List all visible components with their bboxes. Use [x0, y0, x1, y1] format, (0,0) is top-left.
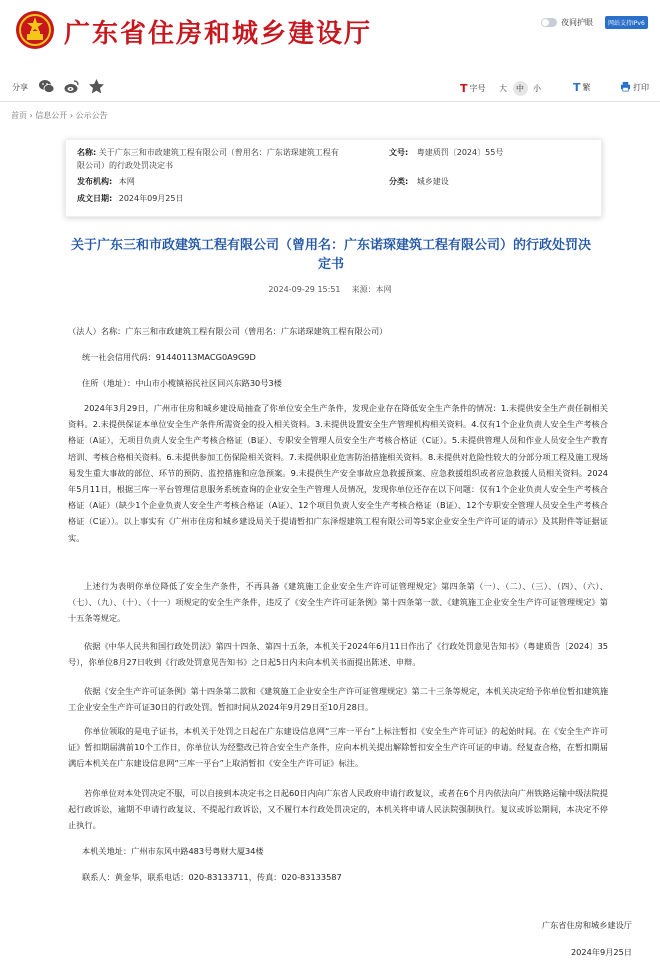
meta-category: [389, 175, 449, 188]
font-size-control: [460, 81, 545, 96]
document-title-line1: 关于广东三和市政建筑工程有限公司（曾用名：广东诺琛建筑工程有限公司）的行政处罚决: [70, 238, 591, 253]
font-size-large-button[interactable]: 大: [499, 84, 508, 93]
breadcrumb-separator: ›: [69, 111, 74, 120]
wechat-icon[interactable]: [38, 78, 55, 95]
font-size-small-button[interactable]: 小: [533, 84, 542, 93]
printer-icon: [620, 81, 631, 94]
body-paragraph: 若你单位对本处罚决定不服，可以自接到本决定书之日起60日内向广东省人民政府申请行政复议，或者在6个月内依法向广州铁路运输中级法院提起行政诉讼，逾期不申请行政复议、不提起行政诉讼，又不履行本行政处罚决定的，本机关将申请人民法院强制执行。复议或诉讼期间，本决定不停止执行。: [68, 788, 608, 831]
site-title[interactable]: 广东省住房和城乡建设厅: [64, 19, 373, 49]
meta-publisher-value: 本网: [118, 177, 135, 186]
font-size-label: 字号: [469, 84, 486, 93]
document-title: [64, 236, 598, 274]
document-title-line2: 定书: [317, 257, 344, 272]
traditional-icon: T: [573, 81, 581, 94]
publish-datetime: 2024-09-29 15:51: [268, 285, 341, 294]
share-icons: [38, 78, 105, 95]
contact-line: 联系人：黄金华，联系电话：020-83133711，传真：020-83133587: [82, 872, 342, 882]
national-emblem-icon[interactable]: [15, 10, 55, 50]
signature-org: 广东省住房和城乡建设厅: [541, 920, 632, 930]
divider: [0, 101, 660, 102]
meta-category-value: 城乡建设: [416, 177, 449, 186]
body-paragraph: 依据《安全生产许可证条例》第十四条第二款和《建筑施工企业安全生产许可证管理规定》第二十三条等规定，本机关决定给予你单位暂扣建筑施工企业安全生产许可证30日的行政处罚。暂扣时间从2024年9月29日至10月28日。: [68, 686, 609, 713]
toolbar: [0, 72, 660, 100]
print-label: 打印: [633, 83, 649, 92]
document-metadata-card: [65, 139, 602, 217]
breadcrumb-announcements[interactable]: 公示公告: [75, 111, 108, 120]
traditional-chinese-button[interactable]: [573, 81, 591, 94]
office-address-line: 本机关地址：广州市东风中路483号粤财大厦34楼: [82, 846, 264, 856]
breadcrumb-info-disclosure[interactable]: 信息公开: [35, 111, 68, 120]
traditional-label: 繁: [582, 83, 591, 92]
body-paragraph: 你单位领取的是电子证书，本机关于处罚之日起在广东建设信息网“三库一平台”上标注暂扣《安全生产许可证》的起始时间。在《安全生产许可证》暂扣期届满前10个工作日，你单位认为经整改已符合安全生产条件，应向本机关提出解除暂扣安全生产许可证的申请。经复查合格，在暂扣期届满后本机关在广东建设信息网“三库一平台”上取消暂扣《安全生产许可证》标注。: [68, 726, 608, 769]
legal-person-line: （法人）名称：广东三和市政建筑工程有限公司（曾用名：广东诺琛建筑工程有限公司）: [68, 326, 388, 336]
font-size-medium-button[interactable]: 中: [513, 81, 528, 96]
address-line: 住所（地址）：中山市小榄镇裕民社区同兴东路30号3楼: [82, 378, 282, 388]
meta-date-label: 成文日期:: [77, 194, 113, 203]
qzone-icon[interactable]: [88, 78, 105, 95]
meta-date-value: 2024年09月25日: [118, 194, 184, 203]
night-mode-toggle[interactable]: [541, 17, 593, 28]
meta-publisher-label: 发布机构:: [77, 177, 113, 186]
meta-docno: [389, 146, 503, 159]
meta-docno-label: 文号:: [389, 148, 409, 157]
publish-source: 来源：本网: [351, 285, 392, 294]
ipv6-badge: 网站支持IPv6: [605, 16, 648, 29]
body-paragraph: 上述行为表明你单位降低了安全生产条件，不再具备《建筑施工企业安全生产许可证管理规定》第四条第（一）、（二）、（三）、（四）、（六）、（七）、（九）、（十）、（十一）项规定的安全生产条件，违反了《安全生产许可证条例》第十四条第一款、《建筑施工企业安全生产许可证管理规定》第十五条等规定。: [68, 581, 608, 624]
signature-date: 2024年9月25日: [570, 947, 632, 957]
body-paragraph: 2024年3月29日，广州市住房和城乡建设局抽查了你单位安全生产条件，发现企业存在降低安全生产条件的情况：1.未提供安全生产责任制相关资料。2.未提供保证本单位安全生产条件所需资金的投入相关资料。3.未提供设置安全生产管理机构相关资料。4.仅有1个企业负责人安全生产考核合格证（A证），无项目负责人安全生产考核合格证（B证）、专职安全管理人员安全生产考核合格证（C证）。5.未提供管理人员和作业人员安全生产教育培训、考核合格相关资料。6.未提供参加工伤保险相关资料。7.未提供职业危害防治措施相关资料。8.未提供对危险性较大的分部分项工程及施工现场易发生重大事故的部位、环节的预防、监控措施和应急预案。9.未提供生产安全事故应急救援预案、应急救援组织或者应急救援人员相关资料。2024年5月11日，根据三库一平台管理信息服务系统查询的企业安全生产管理人员情况，发现你单位还存在以下问题：仅有1个企业负责人安全生产考核合格证（A证）（缺少1个企业负责人安全生产考核合格证（A证）、12个项目负责人安全生产考核合格证（B证）、12个专职安全管理人员安全生产考核合格证（C证））。以上事实有《广州市住房和城乡建设局关于提请暂扣广东泽煜建筑工程有限公司等5家企业安全生产许可证的请示》及其附件等证据证实。: [68, 403, 608, 543]
meta-date: [77, 192, 183, 205]
meta-name-value-line2: 限公司）的行政处罚决定书: [77, 161, 173, 170]
night-mode-label: 夜间护眼: [561, 18, 593, 27]
meta-name-label: 名称:: [77, 148, 97, 157]
print-button[interactable]: [620, 81, 649, 94]
site-header: [0, 0, 660, 60]
breadcrumb-home[interactable]: 首页: [11, 111, 27, 120]
meta-category-label: 分类:: [389, 177, 409, 186]
breadcrumb: [11, 110, 108, 121]
body-paragraph: 依据《中华人民共和国行政处罚法》第四十四条、第四十五条，本机关于2024年6月11日作出了《行政处罚意见告知书》（粤建质告〔2024〕35号），你单位8月27日收到《行政处罚意见告知书》之日起5日内未向本机关书面提出陈述、申辩。: [68, 641, 608, 668]
breadcrumb-separator: ›: [29, 111, 33, 120]
meta-docno-value: 粤建质罚〔2024〕55号: [416, 148, 504, 157]
publish-info: [0, 284, 660, 295]
toggle-switch-icon[interactable]: [541, 18, 557, 27]
font-size-icon: T: [460, 82, 468, 95]
weibo-icon[interactable]: [63, 78, 80, 95]
meta-publisher: [77, 175, 135, 188]
credit-code-line: 统一社会信用代码：91440113MACG0A9G9D: [82, 352, 256, 362]
share-label: 分享: [12, 83, 28, 92]
meta-name-value-line1: 关于广东三和市政建筑工程有限公司（曾用名：广东诺琛建筑工程有: [98, 148, 339, 157]
meta-name: [77, 146, 377, 172]
